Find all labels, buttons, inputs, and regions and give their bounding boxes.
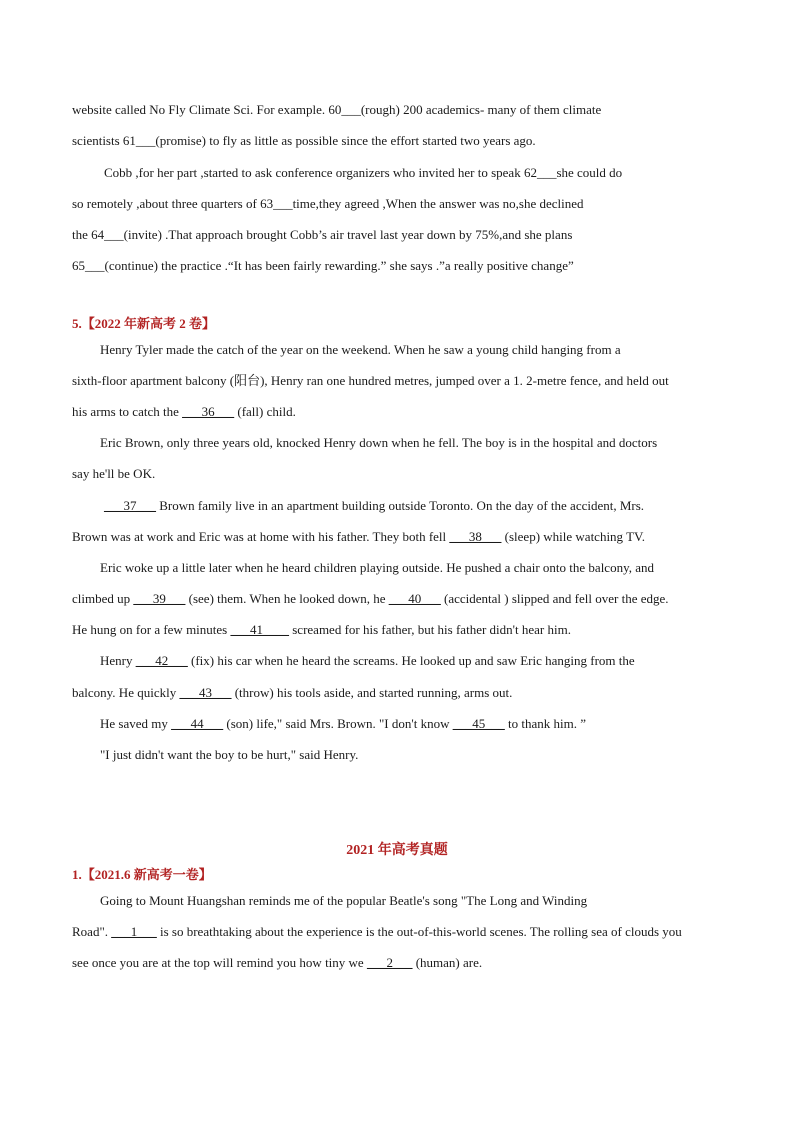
passage-line: "I just didn't want the boy to be hurt," said Henry. — [100, 747, 359, 762]
text-segment: climbed up — [72, 591, 134, 606]
text-segment: Henry — [100, 653, 136, 668]
passage-line — [72, 622, 722, 638]
text-segment: (see) them. When he looked down, he — [185, 591, 389, 606]
blank-36: ___36___ — [182, 404, 235, 419]
passage-line — [72, 591, 722, 607]
text-segment: (throw) his tools aside, and started running, arms out. — [231, 685, 513, 700]
blank-44: ___44___ — [171, 716, 224, 731]
text-segment: (accidental ) slipped and fell over the edge. — [440, 591, 669, 606]
passage-line: Going to Mount Huangshan reminds me of the popular Beatle's song "The Long and Winding — [100, 893, 588, 908]
passage-line — [100, 653, 722, 669]
section-title: 2021 年高考真题 — [346, 843, 448, 858]
text-segment: screamed for his father, but his father didn't hear him. — [289, 622, 571, 637]
text-segment: (human) are. — [412, 955, 483, 970]
section-heading: 1.【2021.6 新高考一卷】 — [72, 867, 212, 882]
passage-line: website called No Fly Climate Sci. For example. 60___(rough) 200 academics- many of them climate — [72, 102, 602, 117]
text-segment: balcony. He quickly — [72, 685, 180, 700]
text-segment: (son) life," said Mrs. Brown. "I don't know — [223, 716, 453, 731]
blank-43: ___43___ — [179, 685, 232, 700]
passage-line: Eric Brown, only three years old, knocked Henry down when he fell. The boy is in the hospital and doctors — [100, 435, 658, 450]
text-segment: (sleep) while watching TV. — [501, 529, 645, 544]
text-segment: (fix) his car when he heard the screams. He looked up and saw Eric hanging from the — [187, 653, 635, 668]
passage-line — [72, 685, 722, 701]
blank-41: ___41____ — [230, 622, 289, 637]
passage-line: 65___(continue) the practice .“It has been fairly rewarding.” she says .”a really positive change” — [72, 258, 574, 273]
passage-line: say he'll be OK. — [72, 466, 156, 481]
passage-line: the 64___(invite) .That approach brought Cobb’s air travel last year down by 75%,and she plans — [72, 227, 573, 242]
blank-38: ___38___ — [449, 529, 502, 544]
passage-line: Henry Tyler made the catch of the year on the weekend. When he saw a young child hanging from a — [100, 342, 621, 357]
passage-line — [72, 404, 722, 420]
blank-1: ___1___ — [111, 924, 157, 939]
blank-45: ___45___ — [452, 716, 505, 731]
section-heading: 5.【2022 年新高考 2 卷】 — [72, 316, 216, 331]
passage-line: sixth-floor apartment balcony (阳台), Henry ran one hundred metres, jumped over a 1. 2-metre fence, and held out — [72, 373, 669, 388]
passage-line: scientists 61___(promise) to fly as little as possible since the effort started two years ago. — [72, 133, 536, 148]
blank-39: ___39___ — [133, 591, 186, 606]
passage-line: Cobb ,for her part ,started to ask conference organizers who invited her to speak 62___she could do — [104, 165, 623, 180]
passage-line — [104, 498, 722, 514]
blank-2: ___2___ — [366, 955, 413, 970]
passage-line: so remotely ,about three quarters of 63___time,they agreed ,When the answer was no,she declined — [72, 196, 584, 211]
text-segment: is so breathtaking about the experience is the out-of-this-world scenes. The rolling sea of clouds you — [156, 924, 682, 939]
passage-line — [72, 955, 722, 971]
text-segment: his arms to catch the — [72, 404, 183, 419]
text-segment: He hung on for a few minutes — [72, 622, 231, 637]
passage-line — [72, 529, 722, 545]
text-segment: He saved my — [100, 716, 172, 731]
blank-42: ___42___ — [135, 653, 188, 668]
text-segment: Brown was at work and Eric was at home with his father. They both fell — [72, 529, 450, 544]
blank-40: ___40___ — [388, 591, 441, 606]
text-segment: see once you are at the top will remind you how tiny we — [72, 955, 367, 970]
passage-line — [100, 716, 722, 732]
text-segment: to thank him. ” — [504, 716, 586, 731]
blank-37: ___37___ — [104, 498, 156, 513]
text-segment: Road". — [72, 924, 112, 939]
passage-line — [72, 924, 722, 940]
passage-line: Eric woke up a little later when he heard children playing outside. He pushed a chair onto the balcony, and — [100, 560, 654, 575]
text-segment: (fall) child. — [234, 404, 296, 419]
text-segment: Brown family live in an apartment building outside Toronto. On the day of the accident, Mrs. — [156, 498, 645, 513]
